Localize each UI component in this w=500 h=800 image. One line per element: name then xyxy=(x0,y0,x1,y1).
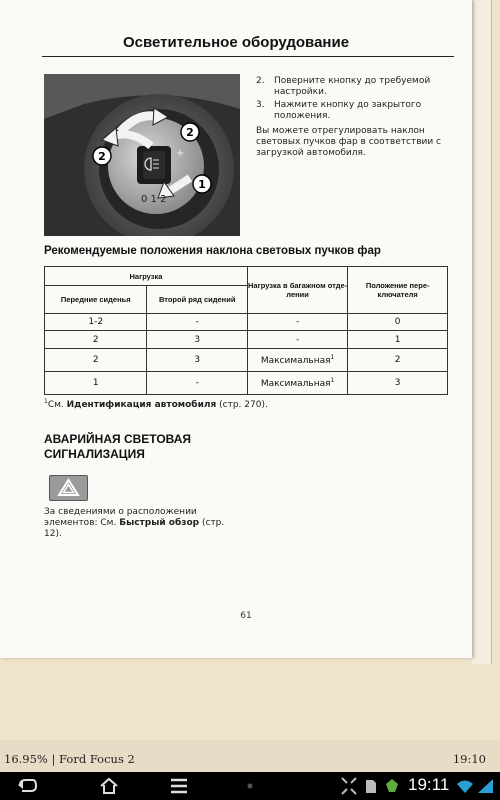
cell-text: Максимальная xyxy=(260,356,331,366)
page-header-title: Осветительное оборудование xyxy=(122,34,350,51)
col-header-second-row: Второй ряд сидений xyxy=(147,286,247,314)
table-cell: 2 xyxy=(45,331,147,349)
footnote-suffix: (стр. 270). xyxy=(219,400,268,410)
table-heading: Рекомендуемые положения наклона световых пучков фар xyxy=(44,245,381,257)
table-cell: 2 xyxy=(45,349,147,372)
table-cell: 1-2 xyxy=(45,314,147,331)
table-row xyxy=(45,331,448,349)
progress-percent: 16.95% xyxy=(4,752,48,766)
reading-progress: 16.95% | Ford Focus 2 xyxy=(4,752,135,766)
sd-card-icon xyxy=(364,776,378,796)
table-cell: 1 xyxy=(348,331,448,349)
book-title: Ford Focus 2 xyxy=(59,752,135,766)
footnote-prefix: См. xyxy=(47,400,64,410)
table-row xyxy=(45,349,448,372)
hazard-triangle-icon xyxy=(50,476,87,500)
quick-overview-link[interactable]: Быстрый обзор xyxy=(119,518,200,528)
reader-time: 19:10 xyxy=(452,752,486,766)
table-cell: - xyxy=(247,314,347,331)
step-number: 2. xyxy=(256,76,265,86)
table-row xyxy=(45,372,448,395)
footnote-mark: 1 xyxy=(330,377,335,384)
table-cell: 1 xyxy=(45,372,147,395)
system-clock: 19:11 xyxy=(408,775,450,794)
table-cell: 0 xyxy=(348,314,448,331)
back-icon[interactable] xyxy=(16,776,38,796)
home-icon[interactable] xyxy=(98,776,120,796)
callout-2: 2 xyxy=(186,126,194,139)
adjustment-note: Вы можете отрегулировать наклон световых пучков фар в соответствии с загрузкой автомобиля. xyxy=(256,126,442,158)
callout-2: 2 xyxy=(98,150,106,163)
info-suffix: (стр. 12). xyxy=(44,518,225,539)
footnote-mark: 1 xyxy=(330,354,335,361)
table-cell xyxy=(247,372,347,395)
menu-dot-icon[interactable] xyxy=(240,776,260,796)
col-header-luggage: Нагрузка в багажном отде-лении xyxy=(247,267,347,314)
table-cell: - xyxy=(247,331,347,349)
beam-angle-table xyxy=(44,266,448,395)
table-row xyxy=(45,314,448,331)
table-cell: - xyxy=(147,314,247,331)
dial-marks: 0 1 2 xyxy=(141,194,167,205)
table-cell: - xyxy=(147,372,247,395)
recent-apps-icon[interactable] xyxy=(168,776,190,796)
page-edge xyxy=(486,0,492,664)
table-cell: 3 xyxy=(348,372,448,395)
fullscreen-icon[interactable] xyxy=(340,776,358,796)
footnote-link[interactable]: Идентификация автомобиля xyxy=(66,400,217,410)
footnote xyxy=(44,398,268,410)
info-text xyxy=(44,507,244,540)
header-divider xyxy=(42,56,454,57)
footnote-mark: 1 xyxy=(44,398,48,405)
headlamp-leveling-illustration xyxy=(44,74,240,236)
table-cell: 3 xyxy=(147,331,247,349)
col-header-load: Нагрузка xyxy=(45,267,248,286)
wifi-icon xyxy=(456,776,474,796)
table-cell xyxy=(247,349,347,372)
table-cell: 3 xyxy=(147,349,247,372)
cell-text: Максимальная xyxy=(260,379,331,389)
table-cell: 2 xyxy=(348,349,448,372)
dial-sign: + xyxy=(176,148,185,159)
callout-1: 1 xyxy=(198,178,206,191)
figure-code: E132711 xyxy=(44,227,67,233)
app-notification-icon xyxy=(384,776,400,796)
section-heading: АВАРИЙНАЯ СВЕТОВАЯ СИГНАЛИЗАЦИЯ xyxy=(44,432,192,461)
col-header-front-seats: Передние сиденья xyxy=(45,286,147,314)
page-number: 61 xyxy=(240,611,252,621)
hazard-button-image xyxy=(49,475,88,501)
info-prefix: За сведениями о расположении элементов: См. xyxy=(44,507,197,528)
step-text: Нажмите кнопку до закрытого положения. xyxy=(274,100,422,121)
col-header-switch: Положение пере-ключателя xyxy=(348,267,448,314)
system-nav-bar xyxy=(0,772,500,800)
signal-icon xyxy=(477,776,495,796)
step-number: 3. xyxy=(256,100,265,110)
step-text: Поверните кнопку до требуемой настройки. xyxy=(274,76,431,97)
